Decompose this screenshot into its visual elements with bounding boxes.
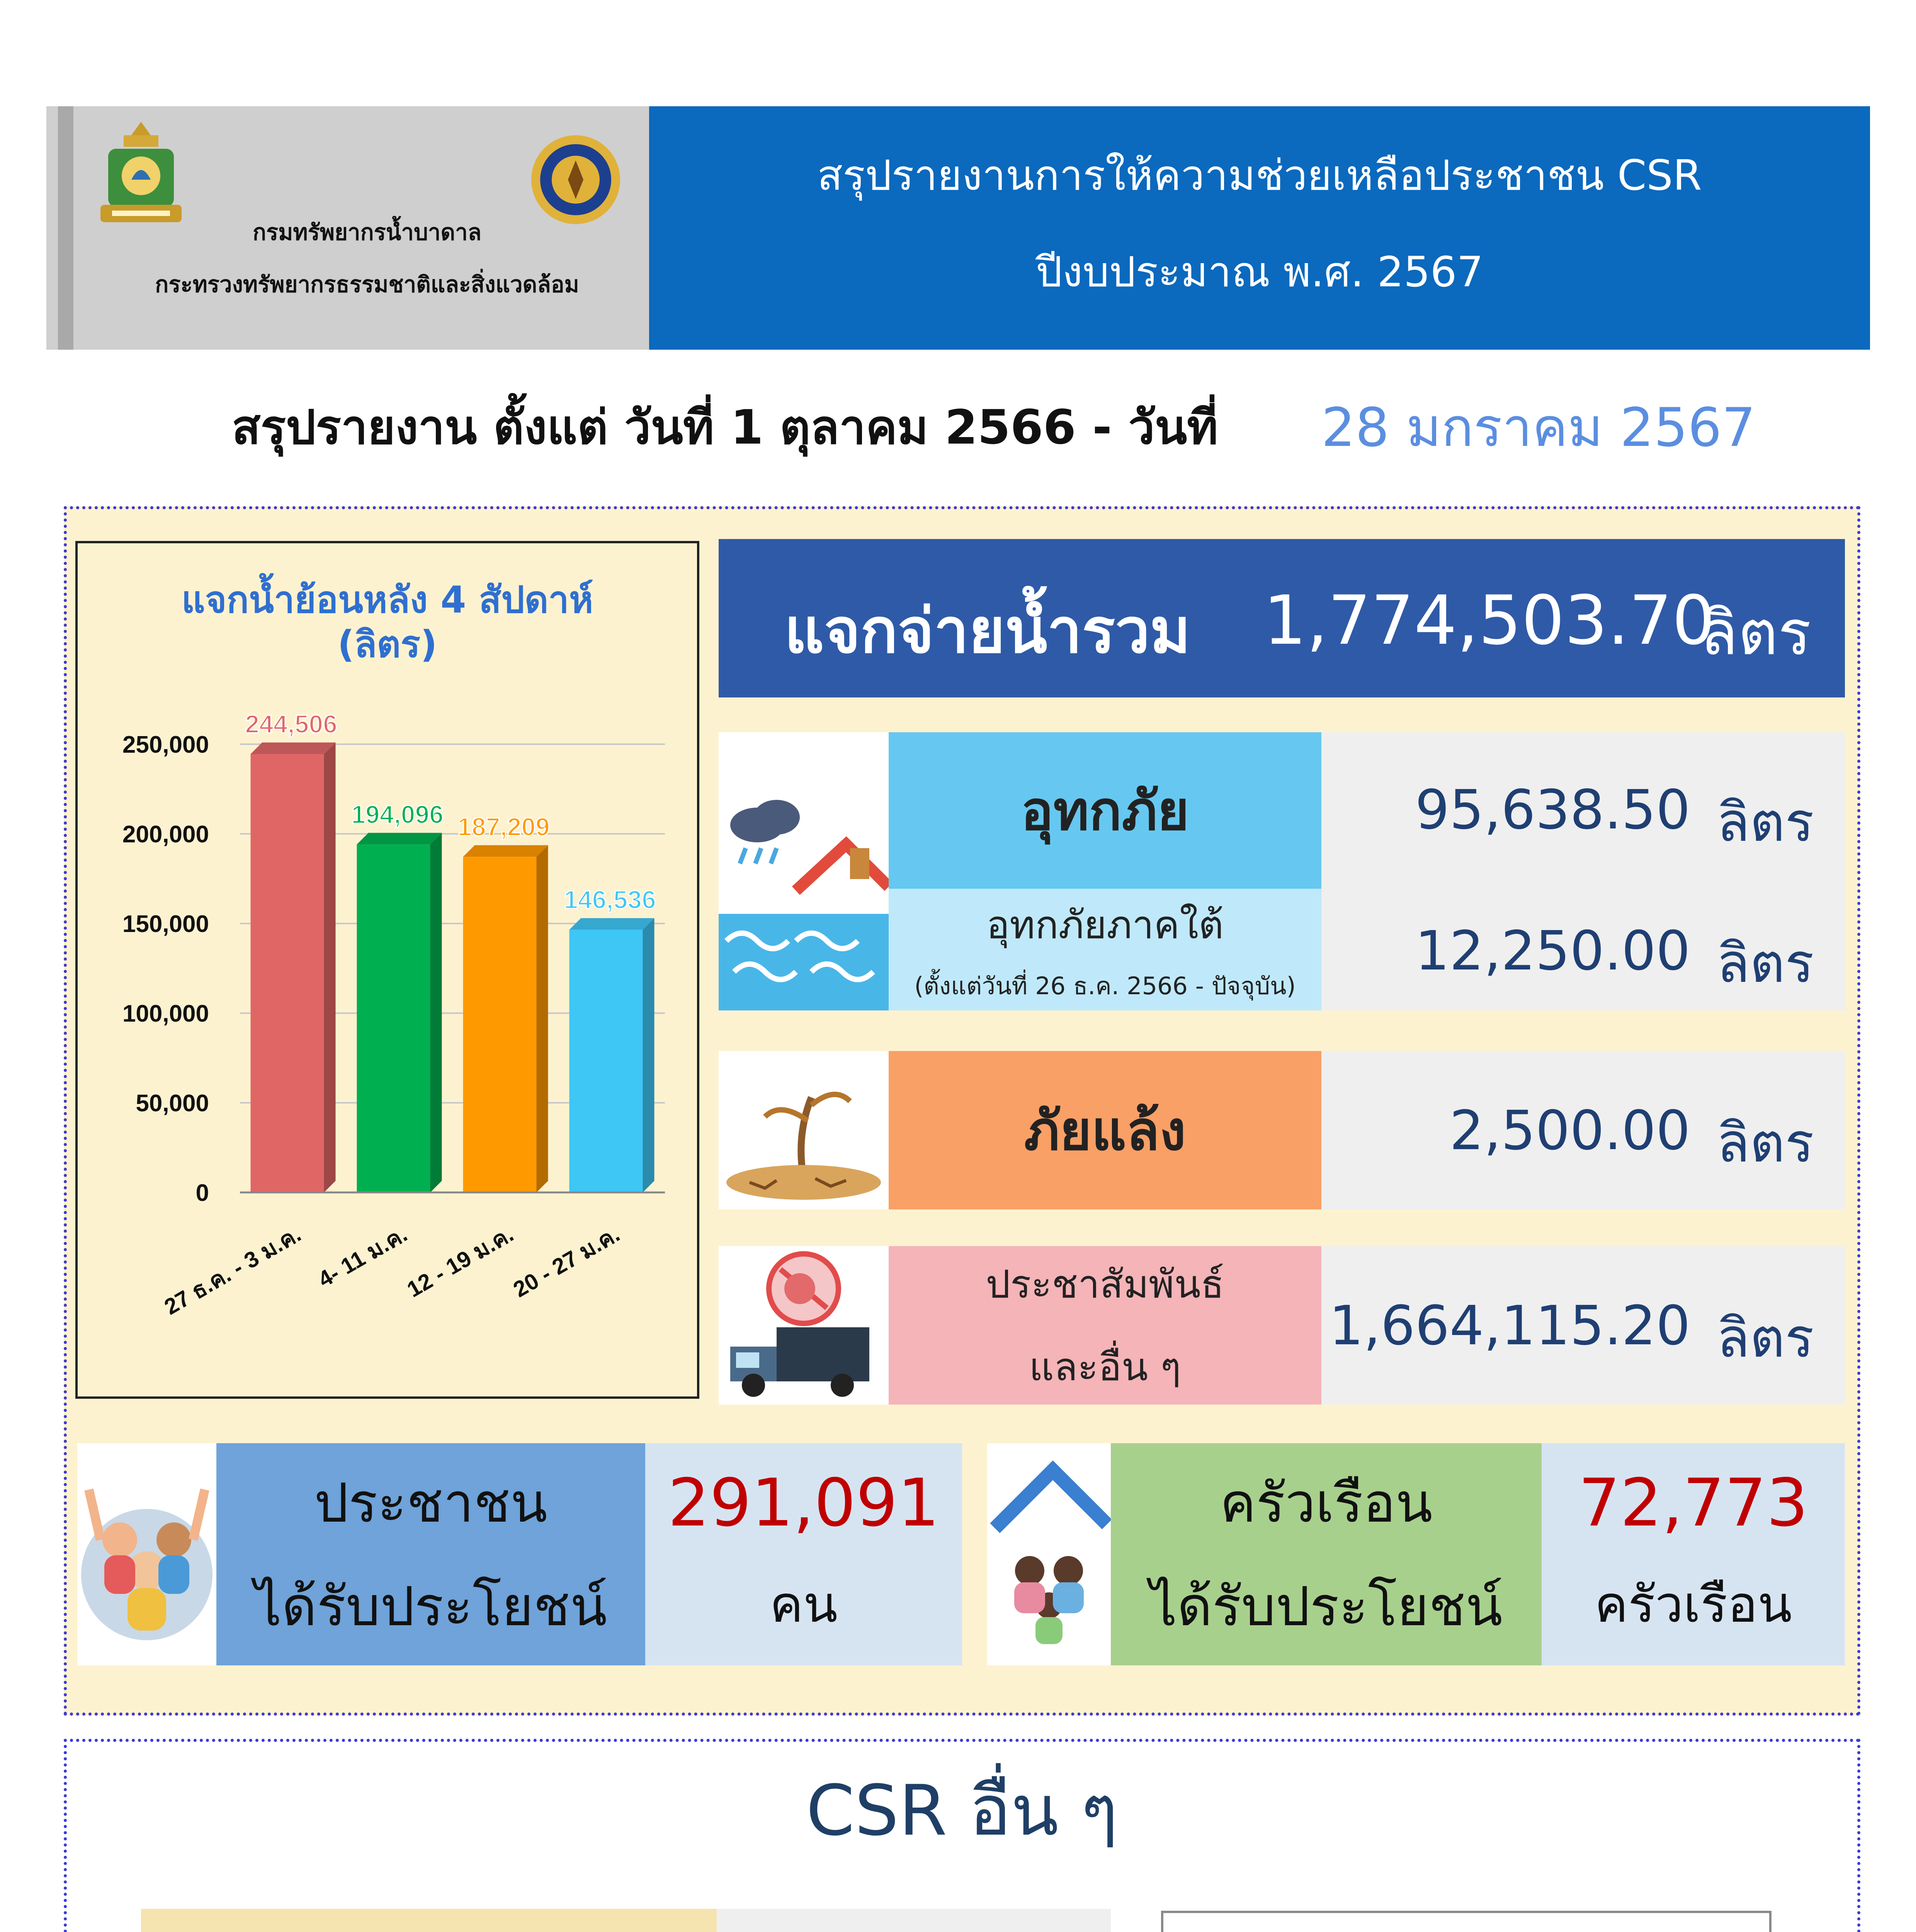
bar-side — [537, 845, 548, 1192]
pr-label-line1: ประชาสัมพันธ์ — [986, 1261, 1224, 1307]
pr-value: 1,664,115.20 — [1329, 1294, 1690, 1357]
report-title: สรุปรายงานการให้ความช่วยเหลือประชาชน CSR — [817, 151, 1702, 200]
header-accent-stripe — [58, 106, 73, 350]
pr-unit: ลิตร — [1717, 1307, 1814, 1370]
bar-side — [430, 833, 442, 1192]
weekly-chart — [75, 541, 699, 1399]
x-category-label: 20 - 27 ม.ค. — [509, 1221, 624, 1303]
flood-south-value-box — [1321, 889, 1845, 1010]
drought-icon — [719, 1051, 889, 1209]
period-label: สรุปรายงาน ตั้งแต่ วันที่ 1 ตุลาคม 2566 - วันที่ — [232, 400, 1218, 455]
pr-label-box — [889, 1246, 1321, 1405]
y-tick-label: 200,000 — [122, 821, 209, 848]
flood-south-unit: ลิตร — [1717, 932, 1814, 995]
x-category-label: 12 - 19 ม.ค. — [403, 1221, 518, 1303]
people-unit: คน — [770, 1575, 838, 1634]
drought-label: ภัยแล้ง — [889, 1051, 1321, 1209]
ministry-name: กระทรวงทรัพยากรธรรมชาติและสิ่งแวดล้อม — [155, 271, 579, 298]
bar-top — [251, 742, 336, 754]
people-label-box — [216, 1443, 645, 1665]
bar — [251, 754, 324, 1192]
assistance-pie-chart — [1161, 1911, 1771, 1932]
drought-value: 2,500.00 — [1449, 1099, 1690, 1162]
y-tick-label: 150,000 — [122, 911, 209, 937]
y-tick-label: 50,000 — [136, 1090, 209, 1117]
pr-label-line2: และอื่น ๆ — [1029, 1344, 1181, 1389]
flood-south-note: (ตั้งแต่วันที่ 26 ธ.ค. 2566 - ปัจจุบัน) — [914, 972, 1296, 1000]
flood-south-value: 12,250.00 — [1415, 920, 1690, 983]
y-tick-label: 0 — [196, 1180, 209, 1206]
people-value: 291,091 — [668, 1464, 940, 1541]
household-value: 72,773 — [1578, 1464, 1808, 1541]
total-unit: ลิตร — [1700, 597, 1811, 669]
y-tick-label: 100,000 — [122, 1000, 209, 1027]
x-category-label: 27 ธ.ค. - 3 ม.ค. — [160, 1221, 305, 1320]
people-icon — [77, 1443, 216, 1665]
household-label-line2: ได้รับประโยชน์ — [1150, 1575, 1503, 1638]
chart-subtitle: (ลิตร) — [337, 623, 437, 666]
flood-south-label-box — [889, 889, 1321, 1010]
drought-value-box — [1321, 1051, 1845, 1209]
drought-unit: ลิตร — [1717, 1112, 1814, 1175]
flood-value-box — [1321, 732, 1845, 889]
period-date: 28 มกราคม 2567 — [1321, 396, 1756, 459]
household-icon — [987, 1443, 1111, 1665]
flood-value: 95,638.50 — [1415, 779, 1690, 842]
x-category-label: 4- 11 ม.ค. — [314, 1221, 411, 1293]
people-label-line2: ได้รับประโยชน์ — [254, 1575, 607, 1638]
org-name: กรมทรัพยากรน้ำบาดาล — [252, 219, 482, 245]
bar-value-label: 244,506 — [245, 709, 337, 738]
csr-row-value-flushing — [717, 1909, 964, 1932]
bar-side — [324, 742, 336, 1192]
total-label: แจกจ่ายน้ำรวม — [784, 595, 1191, 667]
flood-unit: ลิตร — [1717, 791, 1814, 854]
water-truck-icon — [719, 1246, 889, 1405]
y-tick-label: 250,000 — [122, 731, 209, 758]
bar-top — [570, 918, 655, 930]
flood-label: อุทกภัย — [889, 732, 1321, 889]
bar-side — [643, 918, 655, 1192]
csr-row-unit-flushing — [964, 1909, 1111, 1932]
bar-value-label: 187,209 — [457, 812, 550, 841]
other-csr-title: CSR อื่น ๆ — [806, 1770, 1118, 1851]
bar-value-label: 146,536 — [564, 885, 656, 914]
flood-south-label: อุทกภัยภาคใต้ — [986, 902, 1224, 947]
household-unit: ครัวเรือน — [1595, 1575, 1792, 1634]
royal-seal-icon — [529, 133, 622, 226]
flood-icon — [719, 732, 889, 1010]
household-label-line1: ครัวเรือน — [1220, 1472, 1433, 1535]
header-title-panel — [649, 106, 1870, 350]
bar — [570, 930, 643, 1192]
household-label-box — [1111, 1443, 1542, 1665]
chart-title: แจกน้ำย้อนหลัง 4 สัปดาห์ — [181, 578, 593, 621]
pr-value-box — [1321, 1246, 1845, 1405]
total-value: 1,774,503.70 — [1263, 582, 1715, 660]
people-value-box — [645, 1443, 962, 1665]
household-value-box — [1542, 1443, 1845, 1665]
bar — [463, 857, 537, 1192]
bar-value-label: 194,096 — [351, 800, 444, 829]
bar-top — [463, 845, 548, 857]
pie-plot — [1163, 1913, 1769, 1932]
csr-row-label-flushing — [141, 1909, 717, 1932]
bar-top — [357, 833, 442, 844]
bar-chart-plot — [78, 543, 697, 1396]
fiscal-year: ปีงบประมาณ พ.ศ. 2567 — [1035, 248, 1484, 296]
people-label-line1: ประชาชน — [314, 1472, 547, 1535]
total-distribution-banner — [719, 539, 1845, 697]
bar — [357, 844, 430, 1192]
